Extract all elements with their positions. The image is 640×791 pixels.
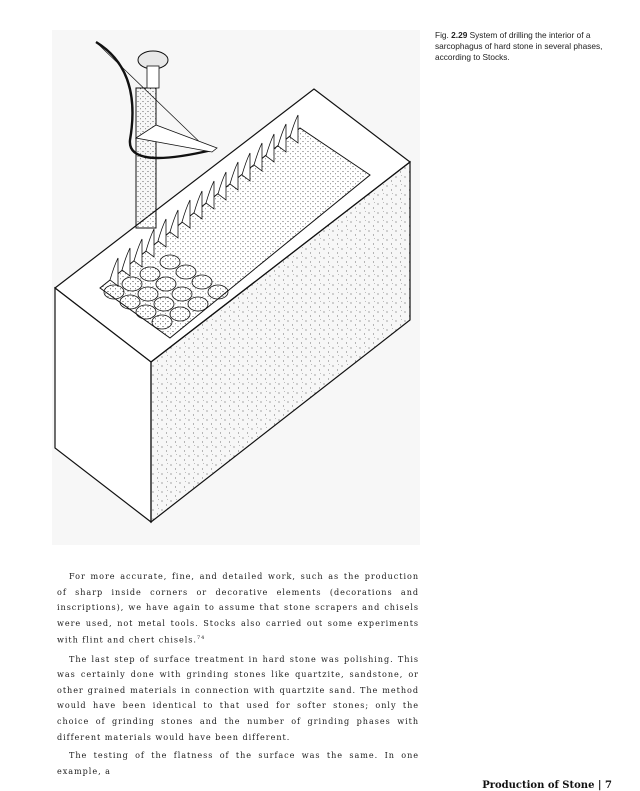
page-number: | 7 [597, 780, 612, 791]
footnote-marker: 74 [196, 635, 206, 642]
paragraph: The testing of the flatness of the surface was the same. In one example, a [57, 750, 419, 776]
figure-caption [435, 30, 615, 63]
body-text [57, 569, 419, 782]
running-head: Production of Stone [482, 780, 595, 791]
figure-caption-text: System of drilling the interior of a sarcophagus of hard stone in several phases, according to Stocks. [435, 30, 603, 62]
paragraph: The last step of surface treatment in hard stone was polishing. This was certainly done with grinding stones like quartzite, sandstone, or other grained materials in connection with quartzite sand. The method would have been identical to that used for softer stones; only the choice of grinding stones and the number of grinding phases with different materials would have been different. [57, 653, 419, 742]
figure-label: Fig. [435, 30, 449, 40]
figure-number: 2.29 [451, 30, 468, 40]
page-footer [482, 780, 612, 791]
sarcophagus-drilling-drawing [52, 30, 420, 545]
figure-illustration [52, 30, 420, 545]
paragraph: For more accurate, fine, and detailed work, such as the production of sharp inside corners or decorative elements (decorations and inscriptions), we have again to assume that stone scrapers and chisels were used, not metal tools. Stocks also carried out some experiments with flint and chert chisels.$^{74}$ [57, 571, 419, 646]
